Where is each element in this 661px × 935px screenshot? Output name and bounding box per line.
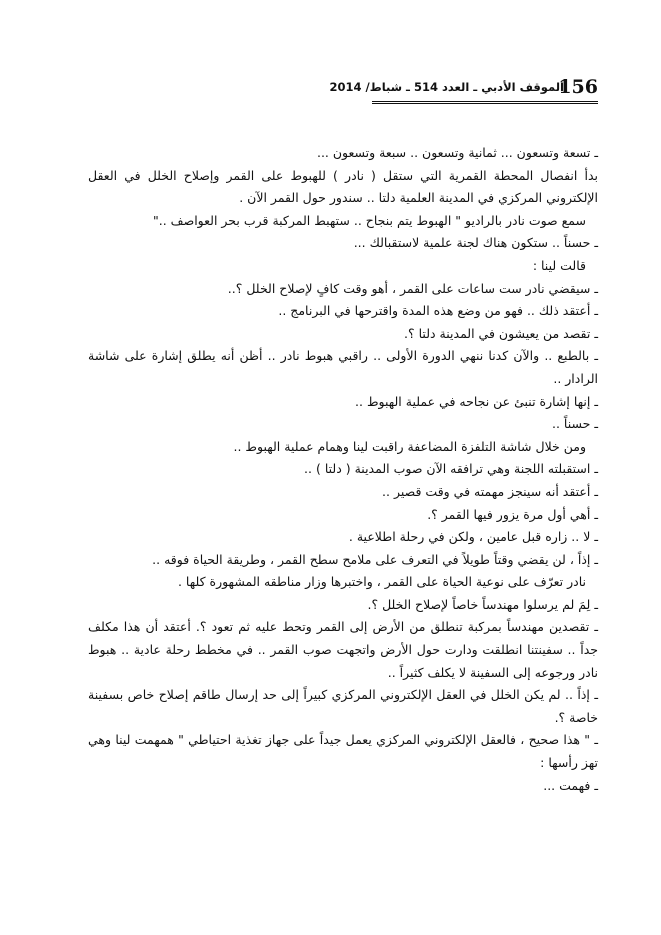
paragraph: بدأ انفصال المحطة القمرية التي ستقل ( نادر ) للهبوط على القمر وإصلاح الخلل في العقل الإلكتروني المركزي في المدينة العلمية دلتا .. سندور حول القمر الآن . — [88, 167, 598, 206]
paragraph: ومن خلال شاشة التلفزة المضاعفة راقبت لينا وهمام عملية الهبوط .. — [233, 438, 586, 454]
paragraph: ـ إذاً .. لم يكن الخلل في العقل الإلكتروني المركزي كبيراً إلى حد إرسال طاقم إصلاح خاص بسفينة خاصة ؟. — [88, 687, 598, 725]
page-number: 156 — [558, 76, 598, 98]
paragraph: ـ أهي أول مرة يزور فيها القمر ؟. — [427, 506, 598, 522]
running-head: الموقف الأدبي ـ العدد 514 ـ شباط/ 2014 — [329, 80, 564, 94]
paragraph: ـ أعتقد أنه سينجز مهمته في وقت قصير .. — [382, 483, 598, 499]
paragraph: ـ أعتقد ذلك .. فهو من وضع هذه المدة واقترحها في البرنامج .. — [278, 303, 598, 319]
paragraph: ـ حسناً .. ستكون هناك لجنة علمية لاستقبالك ... — [353, 235, 598, 251]
paragraph: ـ استقبلته اللجنة وهي ترافقه الآن صوب المدينة ( دلتا ) .. — [304, 461, 598, 477]
paragraph: نادر تعرّف على نوعية الحياة على القمر ، واختبرها وزار مناطقه المشهورة كلها . — [177, 574, 586, 590]
paragraph: ـ " هذا صحيح ، فالعقل الإلكتروني المركزي يعمل جيداً على جهاز تغذية احتياطي " همهمت لينا وهي تهز رأسها : — [88, 732, 598, 771]
paragraph: ـ تقصدين مهندساً بمركبة تنطلق من الأرض إلى القمر وتحط عليه ثم تعود ؟. أعتقد أن هذا مكلف جداً .. سفينتنا انطلقت ودارت حول الأرض واتجهت صوب القمر .. في مخطط رحلة عادية .. هبوط نادر ورجوعه إلى السفينة لا يكلف كثيراً .. — [88, 619, 598, 680]
paragraph: ـ سيقضي نادر ست ساعات على القمر ، أهو وقت كافٍ لإصلاح الخلل ؟.. — [227, 280, 598, 296]
paragraph: ـ تقصد من يعيشون في المدينة دلتا ؟. — [404, 325, 598, 341]
paragraph: ـ لِمَ لم يرسلوا مهندساً خاصاً لإصلاح الخلل ؟. — [367, 596, 598, 612]
header-rule — [372, 101, 598, 104]
paragraph: ـ بالطبع .. والآن كدنا ننهي الدورة الأولى .. راقبي هبوط نادر .. أظن أنه يطلق إشارة على شاشة الرادار .. — [88, 348, 598, 386]
paragraph: ـ فهمت ... — [543, 777, 598, 793]
paragraph: سمع صوت نادر بالراديو " الهبوط يتم بنجاح .. ستهبط المركبة قرب بحر العواصف .." — [152, 212, 586, 228]
paragraph: ـ حسناً .. — [551, 416, 598, 432]
paragraph: ـ إنها إشارة تنبئ عن نجاحه في عملية الهبوط .. — [355, 393, 598, 409]
paragraph: ـ لا .. زاره قبل عامين ، ولكن في رحلة اطلاعية . — [348, 529, 598, 545]
paragraph: ـ إذاً ، لن يقضي وقتاً طويلاً في التعرف على ملامح سطح القمر ، وطريقة الحياة فوقه .. — [152, 551, 598, 567]
page-header — [329, 76, 598, 98]
article-body — [88, 142, 598, 797]
paragraph: قالت لينا : — [532, 257, 586, 273]
paragraph: ـ تسعة وتسعون ... ثمانية وتسعون .. سبعة وتسعون ... — [316, 145, 598, 160]
